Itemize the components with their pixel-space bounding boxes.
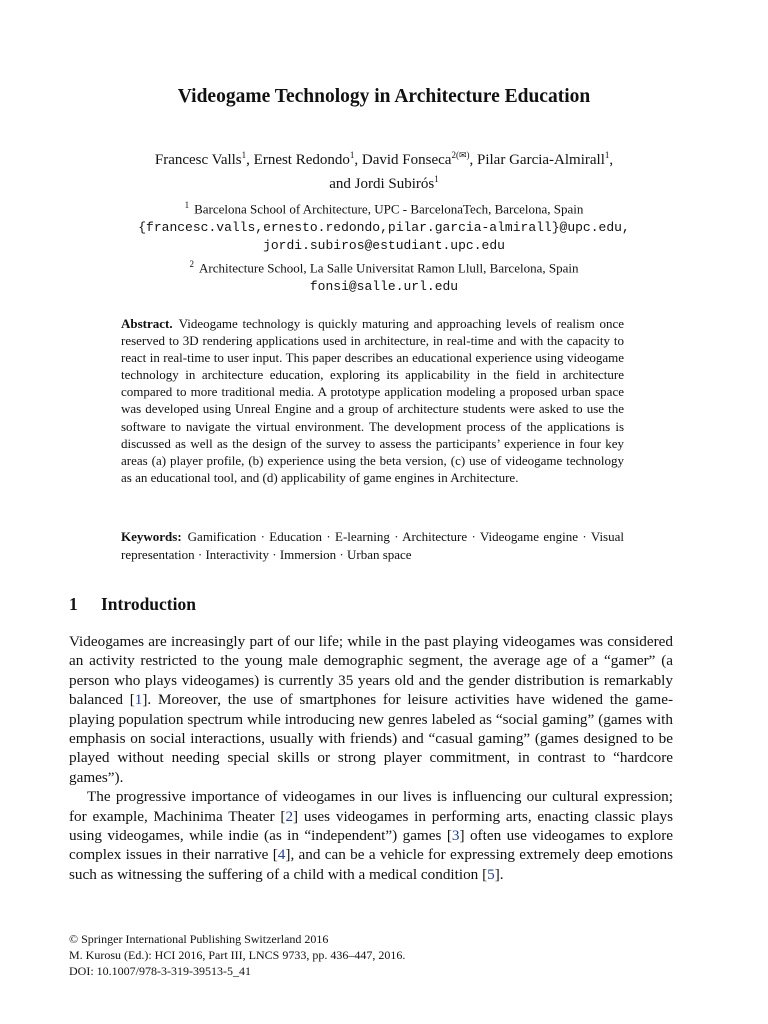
keywords-text: Gamification · Education · E-learning · Architecture · Videogame engine · Visual representation · Interactivity · Immersion · Urban space xyxy=(121,529,624,562)
paragraph-text: ], and can be a vehicle for expressing extremely deep emotions such as witnessing the suffering of a child with a medical condition [ xyxy=(69,846,673,883)
citation-link[interactable]: 2 xyxy=(285,807,294,825)
citation-line: M. Kurosu (Ed.): HCI 2016, Part III, LNCS 9733, pp. 436–447, 2016. xyxy=(69,948,406,962)
author-affiliation-mark: 1 xyxy=(604,150,610,160)
copyright-line: © Springer International Publishing Switzerland 2016 xyxy=(69,932,329,946)
affiliation-text: Barcelona School of Architecture, UPC - BarcelonaTech, Barcelona, Spain xyxy=(194,201,584,217)
abstract-label: Abstract. xyxy=(121,316,173,331)
author-conjunction: and xyxy=(329,176,351,192)
paragraph xyxy=(69,787,673,884)
author-name: Francesc Valls xyxy=(154,152,242,168)
paragraph-text: ] uses videogames in performing arts, enacting classic plays using videogames, while indie (as in “independent”) games [ xyxy=(69,807,673,845)
paragraph-text: The progressive importance of videogames in our lives is influencing our cultural expression; for example, Machinima Theater [ xyxy=(69,788,673,825)
affiliation-number: 2 xyxy=(189,259,195,270)
abstract xyxy=(121,315,624,486)
affiliation-email: jordi.subiros@estudiant.upc.edu xyxy=(263,237,505,253)
author-name: Jordi Subirós xyxy=(354,176,435,192)
affiliations xyxy=(60,196,708,296)
keywords xyxy=(121,528,624,564)
author-name: Ernest Redondo xyxy=(253,152,350,168)
keywords-label: Keywords: xyxy=(121,529,182,544)
citation-link[interactable]: 3 xyxy=(451,827,460,845)
affiliation-email: {francesc.valls,ernesto.redondo,pilar.garcia-almirall}@upc.edu, xyxy=(138,219,630,235)
section-title: Introduction xyxy=(101,594,196,614)
citation-link[interactable]: 5 xyxy=(487,865,495,883)
author-name: David Fonseca xyxy=(361,152,452,168)
author-affiliation-mark: 1 xyxy=(349,150,355,160)
affiliation-number: 1 xyxy=(184,200,190,210)
author-affiliation-mark: 2(✉) xyxy=(451,150,470,160)
author-affiliation-mark: 1 xyxy=(434,174,439,184)
paragraph xyxy=(69,632,673,787)
citation-link[interactable]: 1 xyxy=(134,691,143,709)
section-number: 1 xyxy=(69,594,78,614)
author-affiliation-mark: 1 xyxy=(241,150,247,160)
section-heading xyxy=(69,594,196,615)
citation-link[interactable]: 4 xyxy=(277,846,286,864)
abstract-text: Videogame technology is quickly maturing and approaching levels of realism once reserved to 3D rendering applications used in architecture, in real-time and with the capacity to react in real-time to user input. This paper describes an educational experience using videogame technology in architecture education, exploring its applicability in the field in architecture compared to more traditional media. A prototype application modeling a proposed urban space was developed using Unreal Engine and a group of architecture students were asked to use the software to navigate the virtual environment. The development process of the applications is discussed as well as the design of the survey to assess the participants’ experience in four key areas (a) player profile, (b) experience using the beta version, (c) use of videogame technology as an educational tool, and (d) applicability of game engines in Architecture. xyxy=(121,316,624,485)
affiliation-text: Architecture School, La Salle Universitat Ramon Llull, Barcelona, Spain xyxy=(199,260,579,276)
affiliation-email: fonsi@salle.url.edu xyxy=(309,278,459,294)
author-list: Francesc Valls$^1$, Ernest Redondo$^1$, David Fonseca$^{2(✉)}$, Pilar Garcia-Almirall$^1$, and Jordi Subirós$^1$ xyxy=(154,150,614,192)
paragraph-text: ]. Moreover, the use of smartphones for leisure activities have widened the game-playing population spectrum while introducing new genres labeled as “social gaming” (games with emphasis on social interactions, usually with friends) and “casual gaming” (games designed to be played without needing special skills or strong player commitment, in contrast to “hardcore games”). xyxy=(69,691,673,786)
affiliation-2 xyxy=(60,255,708,278)
paragraph-text: ]. xyxy=(494,865,504,883)
doi-line: DOI: 10.1007/978-3-319-39513-5_41 xyxy=(69,964,251,978)
affiliation-1 xyxy=(60,196,708,219)
paragraph-text: ] often use videogames to explore complex issues in their narrative [ xyxy=(69,827,673,864)
publication-footer xyxy=(69,931,689,979)
author-name: Pilar Garcia-Almirall xyxy=(477,152,605,168)
paper-title: Videogame Technology in Architecture Education xyxy=(177,86,591,107)
body-text xyxy=(69,632,673,884)
paragraph-text: Videogames are increasingly part of our life; while in the past playing videogames was considered an activity restricted to the young male demographic segment, the average age of a “gamer” (a person who plays videogames) is currently 35 years old and the gender distribution is remarkably balanced [ xyxy=(69,633,673,709)
